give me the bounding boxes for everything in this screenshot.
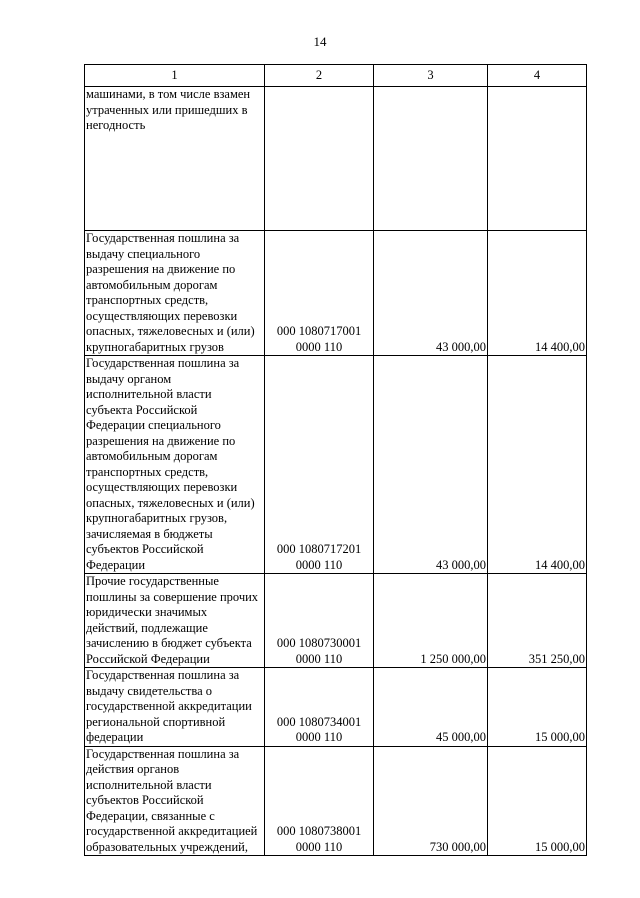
table-row	[85, 87, 587, 231]
row-code-cell	[265, 87, 374, 231]
row-value-3-cell	[374, 87, 488, 231]
row-code-cell: 000 1080734001 0000 110	[265, 668, 374, 747]
budget-table	[84, 64, 587, 856]
row-code-cell: 000 1080717001 0000 110	[265, 231, 374, 356]
row-value-3-cell: 43 000,00	[374, 231, 488, 356]
table-row	[85, 356, 587, 574]
column-header-3: 3	[374, 65, 488, 87]
table-header-row	[85, 65, 587, 87]
table-row	[85, 668, 587, 747]
row-code-cell: 000 1080717201 0000 110	[265, 356, 374, 574]
row-value-3-cell: 1 250 000,00	[374, 574, 488, 668]
row-name-cell: машинами, в том числе взамен утраченных или пришедших в негодность	[85, 87, 265, 231]
row-name-cell: Государственная пошлина за выдачу специального разрешения на движение по автомобильным дорогам транспортных средств, осуществляющих перевозки опасных, тяжеловесных и (или) крупногабаритных грузов	[85, 231, 265, 356]
row-name-cell: Государственная пошлина за выдачу органом исполнительной власти субъекта Российской Федерации специального разрешения на движение по автомобильным дорогам транспортных средств, осуществляющих перевозки опасных, тяжеловесных и (или) крупногабаритных грузов, зачисляемая в бюджеты субъектов Российской Федерации	[85, 356, 265, 574]
row-value-4-cell	[488, 87, 587, 231]
column-header-4: 4	[488, 65, 587, 87]
row-value-3-cell: 45 000,00	[374, 668, 488, 747]
row-name-cell: Прочие государственные пошлины за совершение прочих юридически значимых действий, подлежащие зачислению в бюджет субъекта Российской Федерации	[85, 574, 265, 668]
row-value-4-cell: 15 000,00	[488, 668, 587, 747]
table-row	[85, 746, 587, 856]
column-header-1: 1	[85, 65, 265, 87]
page-number: 14	[313, 34, 327, 49]
row-name-cell: Государственная пошлина за действия органов исполнительной власти субъектов Российской Федерации, связанные с государственной аккредитацией образовательных учреждений,	[85, 746, 265, 856]
column-header-2: 2	[265, 65, 374, 87]
row-value-4-cell: 14 400,00	[488, 231, 587, 356]
table-row	[85, 231, 587, 356]
row-value-3-cell: 730 000,00	[374, 746, 488, 856]
row-value-4-cell: 14 400,00	[488, 356, 587, 574]
row-code-cell: 000 1080738001 0000 110	[265, 746, 374, 856]
row-value-4-cell: 351 250,00	[488, 574, 587, 668]
row-value-4-cell: 15 000,00	[488, 746, 587, 856]
table-row	[85, 574, 587, 668]
row-value-3-cell: 43 000,00	[374, 356, 488, 574]
row-name-cell: Государственная пошлина за выдачу свидетельства о государственной аккредитации региональной спортивной федерации	[85, 668, 265, 747]
row-code-cell: 000 1080730001 0000 110	[265, 574, 374, 668]
